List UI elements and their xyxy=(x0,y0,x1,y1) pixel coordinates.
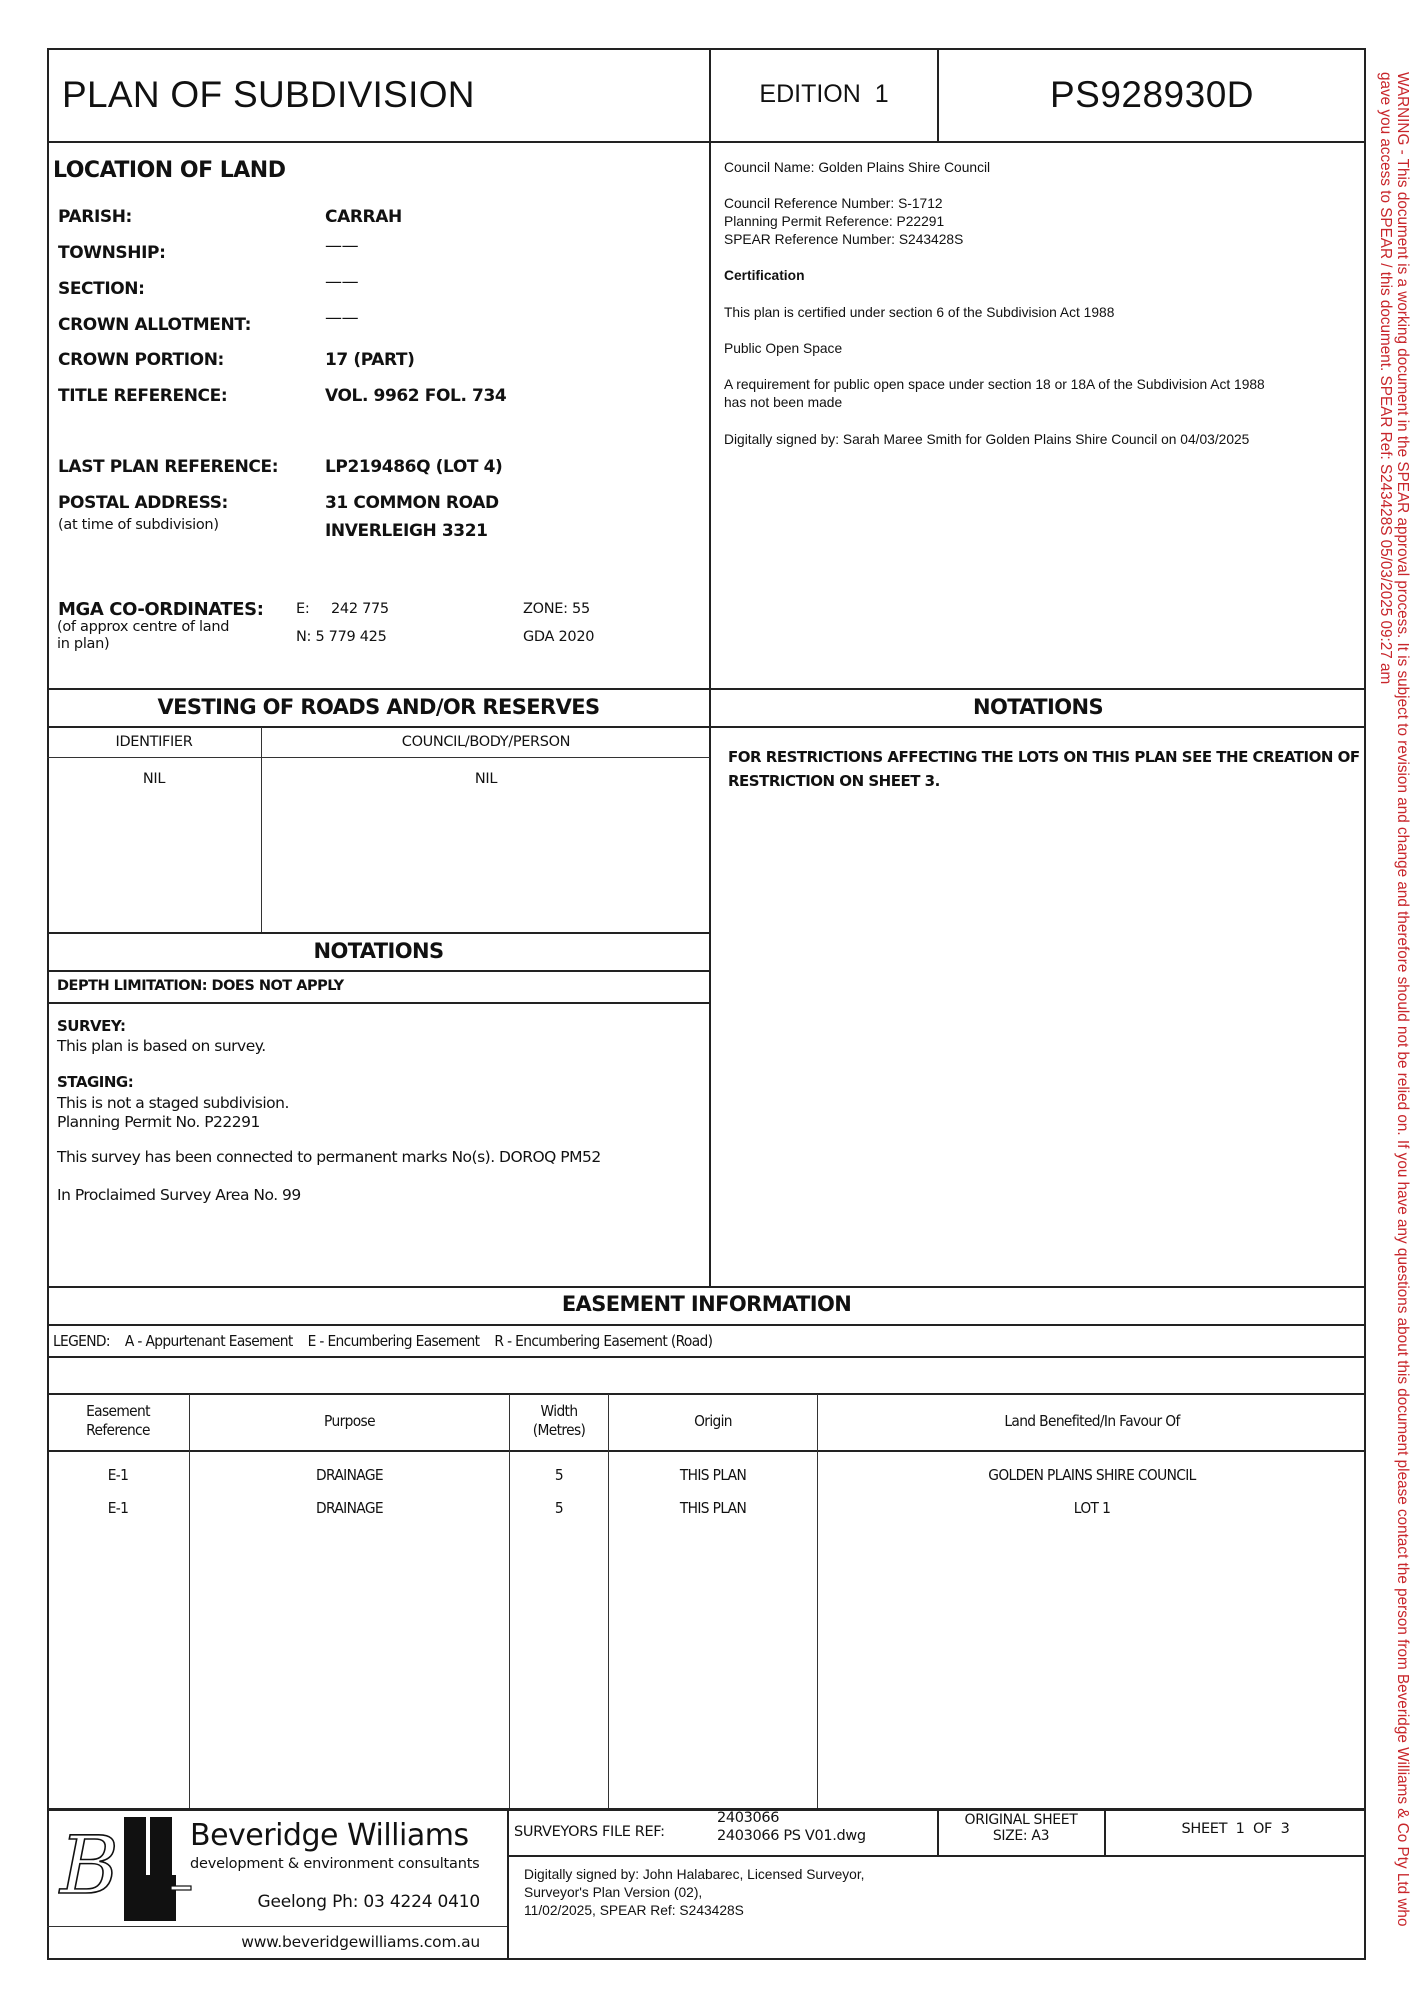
restriction-notation-line1: FOR RESTRICTIONS AFFECTING THE LOTS ON THIS PLAN SEE THE CREATION OF xyxy=(728,748,1360,766)
divider xyxy=(47,757,710,758)
svg-text:B: B xyxy=(60,1819,119,1912)
surveyor-signature-3: 11/02/2025, SPEAR Ref: S243428S xyxy=(524,1903,744,1918)
public-open-space-heading: Public Open Space xyxy=(724,341,843,356)
vesting-heading: VESTING OF ROADS AND/OR RESERVES xyxy=(157,695,600,719)
council-name: Council Name: Golden Plains Shire Council xyxy=(724,160,991,175)
col-width-2: (Metres) xyxy=(532,1421,586,1439)
vesting-col-identifier: IDENTIFIER xyxy=(115,734,193,750)
bw-logo-icon xyxy=(58,1815,198,1923)
surveyor-signature-2: Surveyor's Plan Version (02), xyxy=(524,1885,703,1900)
divider xyxy=(47,1926,507,1927)
company-website[interactable]: www.beveridgewilliams.com.au xyxy=(241,1933,480,1951)
easement-benefited: LOT 1 xyxy=(1073,1499,1111,1517)
datum-value: GDA 2020 xyxy=(523,629,595,645)
field-label: CROWN PORTION: xyxy=(58,350,224,370)
divider xyxy=(189,1394,190,1808)
mga-sub-1: (of approx centre of land xyxy=(57,619,230,635)
field-value: —— xyxy=(325,236,359,256)
mga-label: MGA CO-ORDINATES: xyxy=(58,599,264,620)
location-heading: LOCATION OF LAND xyxy=(53,158,286,183)
company-phone: Geelong Ph: 03 4224 0410 xyxy=(257,1892,480,1912)
proclaimed-survey-area: In Proclaimed Survey Area No. 99 xyxy=(57,1186,301,1204)
divider xyxy=(47,1356,1366,1358)
vesting-identifier-value: NIL xyxy=(142,771,166,787)
notations-right-heading: NOTATIONS xyxy=(972,695,1104,719)
divider xyxy=(817,1394,818,1808)
staging-text: This is not a staged subdivision. xyxy=(57,1094,289,1112)
easement-width: 5 xyxy=(554,1499,564,1517)
easement-legend: LEGEND: A - Appurtenant Easement E - Encumbering Easement R - Encumbering Easement (Road) xyxy=(53,1332,713,1350)
col-purpose: Purpose xyxy=(324,1412,375,1430)
sheet-number: SHEET 1 OF 3 xyxy=(1181,1821,1290,1837)
warning-line-2: gave you access to SPEAR / this document. SPEAR Ref: S243428S 05/03/2025 09:27 am xyxy=(1377,72,1394,685)
field-value: VOL. 9962 FOL. 734 xyxy=(325,386,507,406)
notations-left-heading: NOTATIONS xyxy=(313,939,444,963)
divider xyxy=(47,1324,1366,1326)
restriction-notation-line2: RESTRICTION ON SHEET 3. xyxy=(728,772,940,790)
divider xyxy=(47,1286,1366,1288)
field-value: LP219486Q (LOT 4) xyxy=(325,457,503,477)
planning-permit: Planning Permit Reference: P22291 xyxy=(724,214,945,229)
survey-text: This plan is based on survey. xyxy=(57,1037,266,1055)
original-sheet-size-2: SIZE: A3 xyxy=(992,1828,1050,1844)
company-tagline: development & environment consultants xyxy=(190,1856,480,1872)
council-reference: Council Reference Number: S-1712 xyxy=(724,196,943,211)
divider xyxy=(507,1809,509,1960)
col-width-1: Width xyxy=(540,1402,578,1420)
field-label: PARISH: xyxy=(58,207,132,227)
warning-line-1: WARNING - This document is a working document in the SPEAR approval process. It is subject to revision and change and therefore should not be relied on. If you have any questions about this document please contact the person from Beveridge Williams & Co Pty Ltd who xyxy=(1394,72,1411,1927)
field-value: —— xyxy=(325,272,359,292)
divider xyxy=(47,1002,710,1004)
easement-heading: EASEMENT INFORMATION xyxy=(561,1292,852,1316)
survey-heading: SURVEY: xyxy=(57,1017,126,1035)
field-label: TITLE REFERENCE: xyxy=(58,386,228,406)
divider xyxy=(47,1393,1366,1395)
easting-label: E: xyxy=(296,601,310,617)
field-value: —— xyxy=(325,308,359,328)
company-logo xyxy=(58,1815,198,1923)
field-value: CARRAH xyxy=(325,207,402,227)
surveyor-signature-1: Digitally signed by: John Halabarec, Licensed Surveyor, xyxy=(524,1867,865,1882)
document-title: PLAN OF SUBDIVISION xyxy=(62,74,475,115)
vesting-col-council: COUNCIL/BODY/PERSON xyxy=(401,734,571,750)
company-name: Beveridge Williams xyxy=(190,1818,469,1853)
easting-value: 242 775 xyxy=(331,601,389,617)
council-signature: Digitally signed by: Sarah Maree Smith for Golden Plains Shire Council on 04/03/2025 xyxy=(724,432,1250,447)
field-label: SECTION: xyxy=(58,279,145,299)
postal-sub-label: (at time of subdivision) xyxy=(58,517,219,533)
col-land-benefited: Land Benefited/In Favour Of xyxy=(1004,1412,1180,1430)
divider xyxy=(509,1394,510,1808)
divider xyxy=(47,970,710,972)
col-origin: Origin xyxy=(694,1412,732,1430)
easement-ref: E-1 xyxy=(107,1499,129,1517)
field-label: LAST PLAN REFERENCE: xyxy=(58,457,279,477)
spear-reference: SPEAR Reference Number: S243428S xyxy=(724,232,964,247)
field-label: CROWN ALLOTMENT: xyxy=(58,315,252,335)
certification-heading: Certification xyxy=(724,268,805,283)
divider xyxy=(47,688,1366,690)
postal-line2: INVERLEIGH 3321 xyxy=(325,521,488,541)
field-value: 31 COMMON ROAD xyxy=(325,493,499,513)
northing-value: N: 5 779 425 xyxy=(296,629,387,645)
plan-number: PS928930D xyxy=(1049,74,1255,115)
easement-benefited: GOLDEN PLAINS SHIRE COUNCIL xyxy=(988,1466,1196,1484)
divider xyxy=(47,1808,1366,1811)
surveyors-file-ref-label: SURVEYORS FILE REF: xyxy=(514,1824,665,1840)
edition-label: EDITION 1 xyxy=(759,80,889,108)
planning-permit-notation: Planning Permit No. P22291 xyxy=(57,1113,260,1131)
divider xyxy=(47,932,710,934)
staging-heading: STAGING: xyxy=(57,1073,134,1091)
field-value: 17 (PART) xyxy=(325,350,415,370)
file-ref-number: 2403066 xyxy=(717,1810,780,1826)
col-easement-reference-2: Reference xyxy=(86,1421,150,1439)
file-ref-dwg: 2403066 PS V01.dwg xyxy=(717,1828,866,1844)
public-open-space-text-2: has not been made xyxy=(724,395,843,410)
field-label: TOWNSHIP: xyxy=(58,243,166,263)
easement-width: 5 xyxy=(554,1466,564,1484)
certification-text: This plan is certified under section 6 of the Subdivision Act 1988 xyxy=(724,305,1115,320)
zone-value: ZONE: 55 xyxy=(523,601,590,617)
mga-sub-2: in plan) xyxy=(57,636,110,652)
divider xyxy=(709,48,711,688)
depth-limitation: DEPTH LIMITATION: DOES NOT APPLY xyxy=(57,978,344,994)
permanent-marks-text: This survey has been connected to permanent marks No(s). DOROQ PM52 xyxy=(57,1148,601,1166)
easement-purpose: DRAINAGE xyxy=(316,1466,383,1484)
col-easement-reference-1: Easement xyxy=(86,1402,150,1420)
vesting-council-value: NIL xyxy=(474,771,498,787)
divider xyxy=(261,727,262,932)
divider xyxy=(608,1394,609,1808)
divider xyxy=(47,726,1366,728)
spear-warning xyxy=(1367,72,1411,1952)
original-sheet-size-1: ORIGINAL SHEET xyxy=(964,1812,1078,1828)
divider xyxy=(47,141,1366,143)
divider xyxy=(507,1855,1366,1857)
field-label: POSTAL ADDRESS: xyxy=(58,493,228,513)
public-open-space-text: A requirement for public open space under section 18 or 18A of the Subdivision Act 1988 xyxy=(724,377,1265,392)
easement-origin: THIS PLAN xyxy=(679,1466,747,1484)
easement-origin: THIS PLAN xyxy=(679,1499,747,1517)
divider xyxy=(47,1450,1366,1452)
easement-ref: E-1 xyxy=(107,1466,129,1484)
easement-purpose: DRAINAGE xyxy=(316,1499,383,1517)
